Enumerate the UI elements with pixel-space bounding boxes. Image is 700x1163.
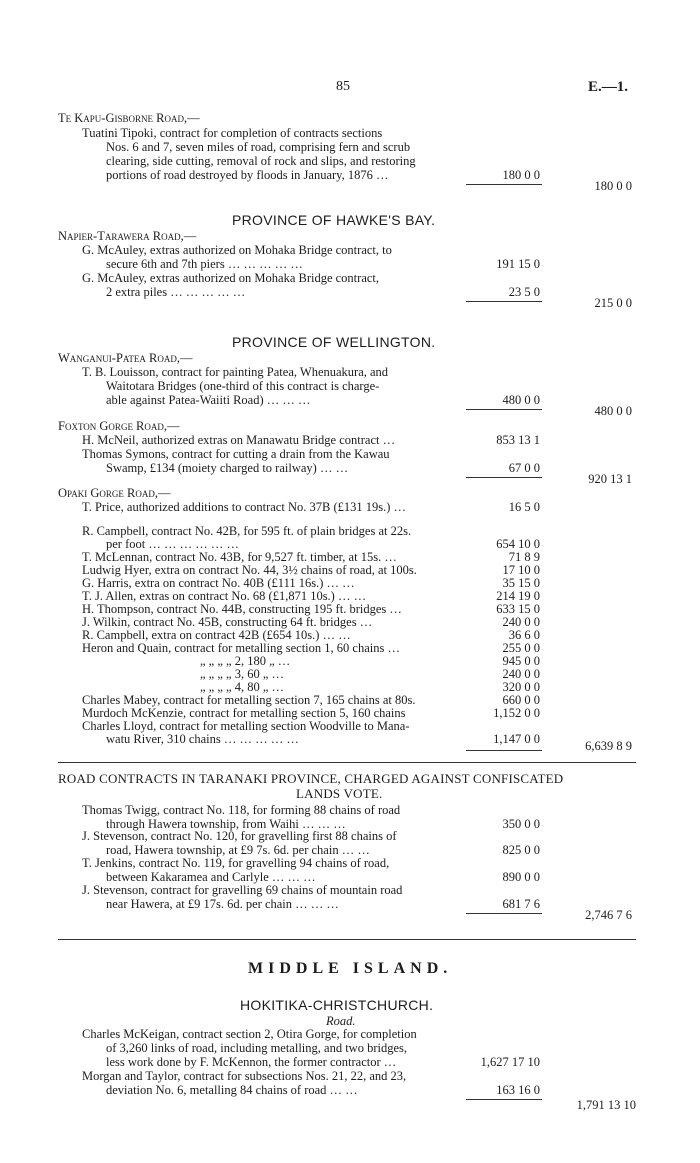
opaki-row-amount: 1,147 0 0 (493, 732, 540, 746)
te-kapu-line3: clearing, side cutting, removal of rock and slips, and restoring (106, 154, 416, 168)
opaki-row-text: T. Price, authorized additions to contract No. 37B (£131 19s.) … (82, 500, 407, 514)
middle-total: 1,791 13 10 (576, 1098, 636, 1112)
rule (466, 409, 542, 410)
foxton-total: 920 13 1 (588, 472, 632, 486)
middle-r1c: less work done by F. McKennon, the former contractor … (106, 1055, 397, 1069)
taranaki-r2b: road, Hawera township, at £9 7s. 6d. per chain … … (106, 843, 370, 857)
taranaki-title: ROAD CONTRACTS IN TARANAKI PROVINCE, CHARGED AGAINST CONFISCATED (58, 771, 564, 786)
opaki-row-text: J. Wilkin, contract No. 45B, constructing 64 ft. bridges … (82, 615, 373, 629)
middle-r1a: Charles McKeigan, contract section 2, Otira Gorge, for completion (82, 1027, 417, 1041)
foxton-amount1: 853 13 1 (496, 433, 540, 447)
opaki-row-text: watu River, 310 chains … … … … … (106, 732, 299, 746)
te-kapu-line1: Tuatini Tipoki, contract for completion of contracts sections (82, 126, 383, 140)
opaki-total: 6,639 8 9 (585, 739, 632, 753)
taranaki-r3a: T. Jenkins, contract No. 119, for gravelling 94 chains of road, (82, 856, 390, 870)
province-wellington: PROVINCE OF WELLINGTON. (232, 334, 436, 350)
wanganui-line3: able against Patea-Waiiti Road) … … … (106, 393, 311, 407)
opaki-row-amount: 36 6 0 (508, 628, 540, 642)
rule (58, 939, 636, 940)
te-kapu-total: 180 0 0 (594, 179, 632, 193)
foxton-line3: Swamp, £134 (moiety charged to railway) … … (106, 461, 349, 475)
middle-a2: 163 16 0 (496, 1083, 540, 1097)
opaki-row-text: „ „ „ „ 2, 180 „ … (200, 654, 291, 668)
taranaki-a2: 825 0 0 (502, 843, 540, 857)
province-hawkes-bay: PROVINCE OF HAWKE'S BAY. (232, 212, 436, 228)
section-heading-foxton: Foxton Gorge Road,— (58, 419, 180, 433)
opaki-row-amount: 17 10 0 (502, 563, 540, 577)
section-heading-wanganui: Wanganui-Patea Road,— (58, 351, 193, 365)
rule (466, 913, 542, 914)
rule (466, 477, 542, 478)
opaki-row-text: Ludwig Hyer, extra on contract No. 44, 3½ chains of road, at 100s. (82, 563, 417, 577)
opaki-row-amount: 1,152 0 0 (493, 706, 540, 720)
opaki-row-text: Heron and Quain, contract for metalling section 1, 60 chains … (82, 641, 400, 655)
opaki-row-text: Murdoch McKenzie, contract for metalling section 5, 160 chains (82, 706, 406, 720)
opaki-row-amount: 633 15 0 (496, 602, 540, 616)
section-heading-opaki: Opaki Gorge Road,— (58, 486, 171, 500)
middle-a1: 1,627 17 10 (480, 1055, 540, 1069)
rule (466, 184, 542, 185)
napier-line4: 2 extra piles … … … … … (106, 285, 246, 299)
section-heading-te-kapu: Te Kapu-Gisborne Road,— (58, 111, 200, 125)
foxton-line2: Thomas Symons, contract for cutting a drain from the Kawau (82, 447, 390, 461)
opaki-row-text: „ „ „ „ 3, 60 „ … (200, 667, 284, 681)
wanganui-line2: Waitotara Bridges (one-third of this contract is charge- (106, 379, 380, 393)
opaki-row-amount: 320 0 0 (502, 680, 540, 694)
napier-amount2: 23 5 0 (508, 285, 540, 299)
rule (466, 301, 542, 302)
taranaki-title-line2: LANDS VOTE. (296, 786, 383, 801)
opaki-row-amount: 660 0 0 (502, 693, 540, 707)
opaki-row-text: per foot … … … … … … (106, 537, 239, 551)
taranaki-r4b: near Hawera, at £9 17s. 6d. per chain … … … (106, 897, 339, 911)
opaki-row-amount: 214 19 0 (496, 589, 540, 603)
napier-amount1: 191 15 0 (496, 257, 540, 271)
te-kapu-line4: portions of road destroyed by floods in January, 1876 … (106, 168, 389, 182)
taranaki-r4a: J. Stevenson, contract for gravelling 69 chains of mountain road (82, 883, 403, 897)
foxton-amount2: 67 0 0 (508, 461, 540, 475)
middle-r2a: Morgan and Taylor, contract for subsections Nos. 21, 22, and 23, (82, 1069, 407, 1083)
opaki-row-text: „ „ „ „ 4, 80 „ … (200, 680, 284, 694)
wanganui-total: 480 0 0 (594, 404, 632, 418)
opaki-row-text: R. Campbell, extra on contract 42B (£654 10s.) … … (82, 628, 351, 642)
middle-island-title: MIDDLE ISLAND. (248, 960, 453, 977)
middle-r2b: deviation No. 6, metalling 84 chains of road … … (106, 1083, 358, 1097)
middle-r1b: of 3,260 links of road, including metalling, and two bridges, (106, 1041, 407, 1055)
opaki-row-text: R. Campbell, contract No. 42B, for 595 ft. of plain bridges at 22s. (82, 524, 412, 538)
road-subheading: Road. (326, 1014, 356, 1028)
taranaki-a4: 681 7 6 (502, 897, 540, 911)
opaki-row-text: Charles Mabey, contract for metalling section 7, 165 chains at 80s. (82, 693, 416, 707)
opaki-row-amount: 945 0 0 (502, 654, 540, 668)
rule (58, 762, 636, 763)
document-ref: E.—1. (588, 79, 629, 95)
opaki-row-amount: 240 0 0 (502, 667, 540, 681)
te-kapu-line2: Nos. 6 and 7, seven miles of road, comprising fern and scrub (106, 140, 411, 154)
napier-line3: G. McAuley, extras authorized on Mohaka Bridge contract, (82, 271, 380, 285)
opaki-row-amount: 240 0 0 (502, 615, 540, 629)
te-kapu-amount: 180 0 0 (502, 168, 540, 182)
taranaki-r3b: between Kakaramea and Carlyle … … … (106, 870, 316, 884)
opaki-row-text: T. J. Allen, extras on contract No. 68 (£1,871 10s.) … … (82, 589, 367, 603)
hokitika-heading: HOKITIKA-CHRISTCHURCH. (240, 997, 434, 1013)
wanganui-amount: 480 0 0 (502, 393, 540, 407)
foxton-line1: H. McNeil, authorized extras on Manawatu Bridge contract … (82, 433, 396, 447)
opaki-row-text: Charles Lloyd, contract for metalling section Woodville to Mana- (82, 719, 410, 733)
opaki-row-amount: 71 8 9 (508, 550, 540, 564)
section-heading-napier: Napier-Tarawera Road,— (58, 229, 197, 243)
taranaki-r1b: through Hawera township, from Waihi … … … (106, 817, 346, 831)
opaki-row-amount: 35 15 0 (502, 576, 540, 590)
opaki-row-amount: 255 0 0 (502, 641, 540, 655)
opaki-row-text: H. Thompson, contract No. 44B, constructing 195 ft. bridges … (82, 602, 402, 616)
rule (466, 1099, 542, 1100)
wanganui-line1: T. B. Louisson, contract for painting Patea, Whenuakura, and (82, 365, 389, 379)
taranaki-total: 2,746 7 6 (585, 908, 632, 922)
page-number: 85 (336, 79, 350, 94)
napier-line2: secure 6th and 7th piers … … … … … (106, 257, 303, 271)
opaki-row-amount: 16 5 0 (508, 500, 540, 514)
hawkes-bay-total: 215 0 0 (594, 296, 632, 310)
taranaki-a1: 350 0 0 (502, 817, 540, 831)
taranaki-a3: 890 0 0 (502, 870, 540, 884)
taranaki-r1a: Thomas Twigg, contract No. 118, for forming 88 chains of road (82, 803, 401, 817)
opaki-row-text: G. Harris, extra on contract No. 40B (£111 16s.) … … (82, 576, 355, 590)
opaki-row-amount: 654 10 0 (496, 537, 540, 551)
napier-line1: G. McAuley, extras authorized on Mohaka Bridge contract, to (82, 243, 392, 257)
opaki-row-text: T. McLennan, contract No. 43B, for 9,527 ft. timber, at 15s. … (82, 550, 397, 564)
rule (466, 750, 542, 751)
taranaki-r2a: J. Stevenson, contract No. 120, for gravelling first 88 chains of (82, 829, 397, 843)
